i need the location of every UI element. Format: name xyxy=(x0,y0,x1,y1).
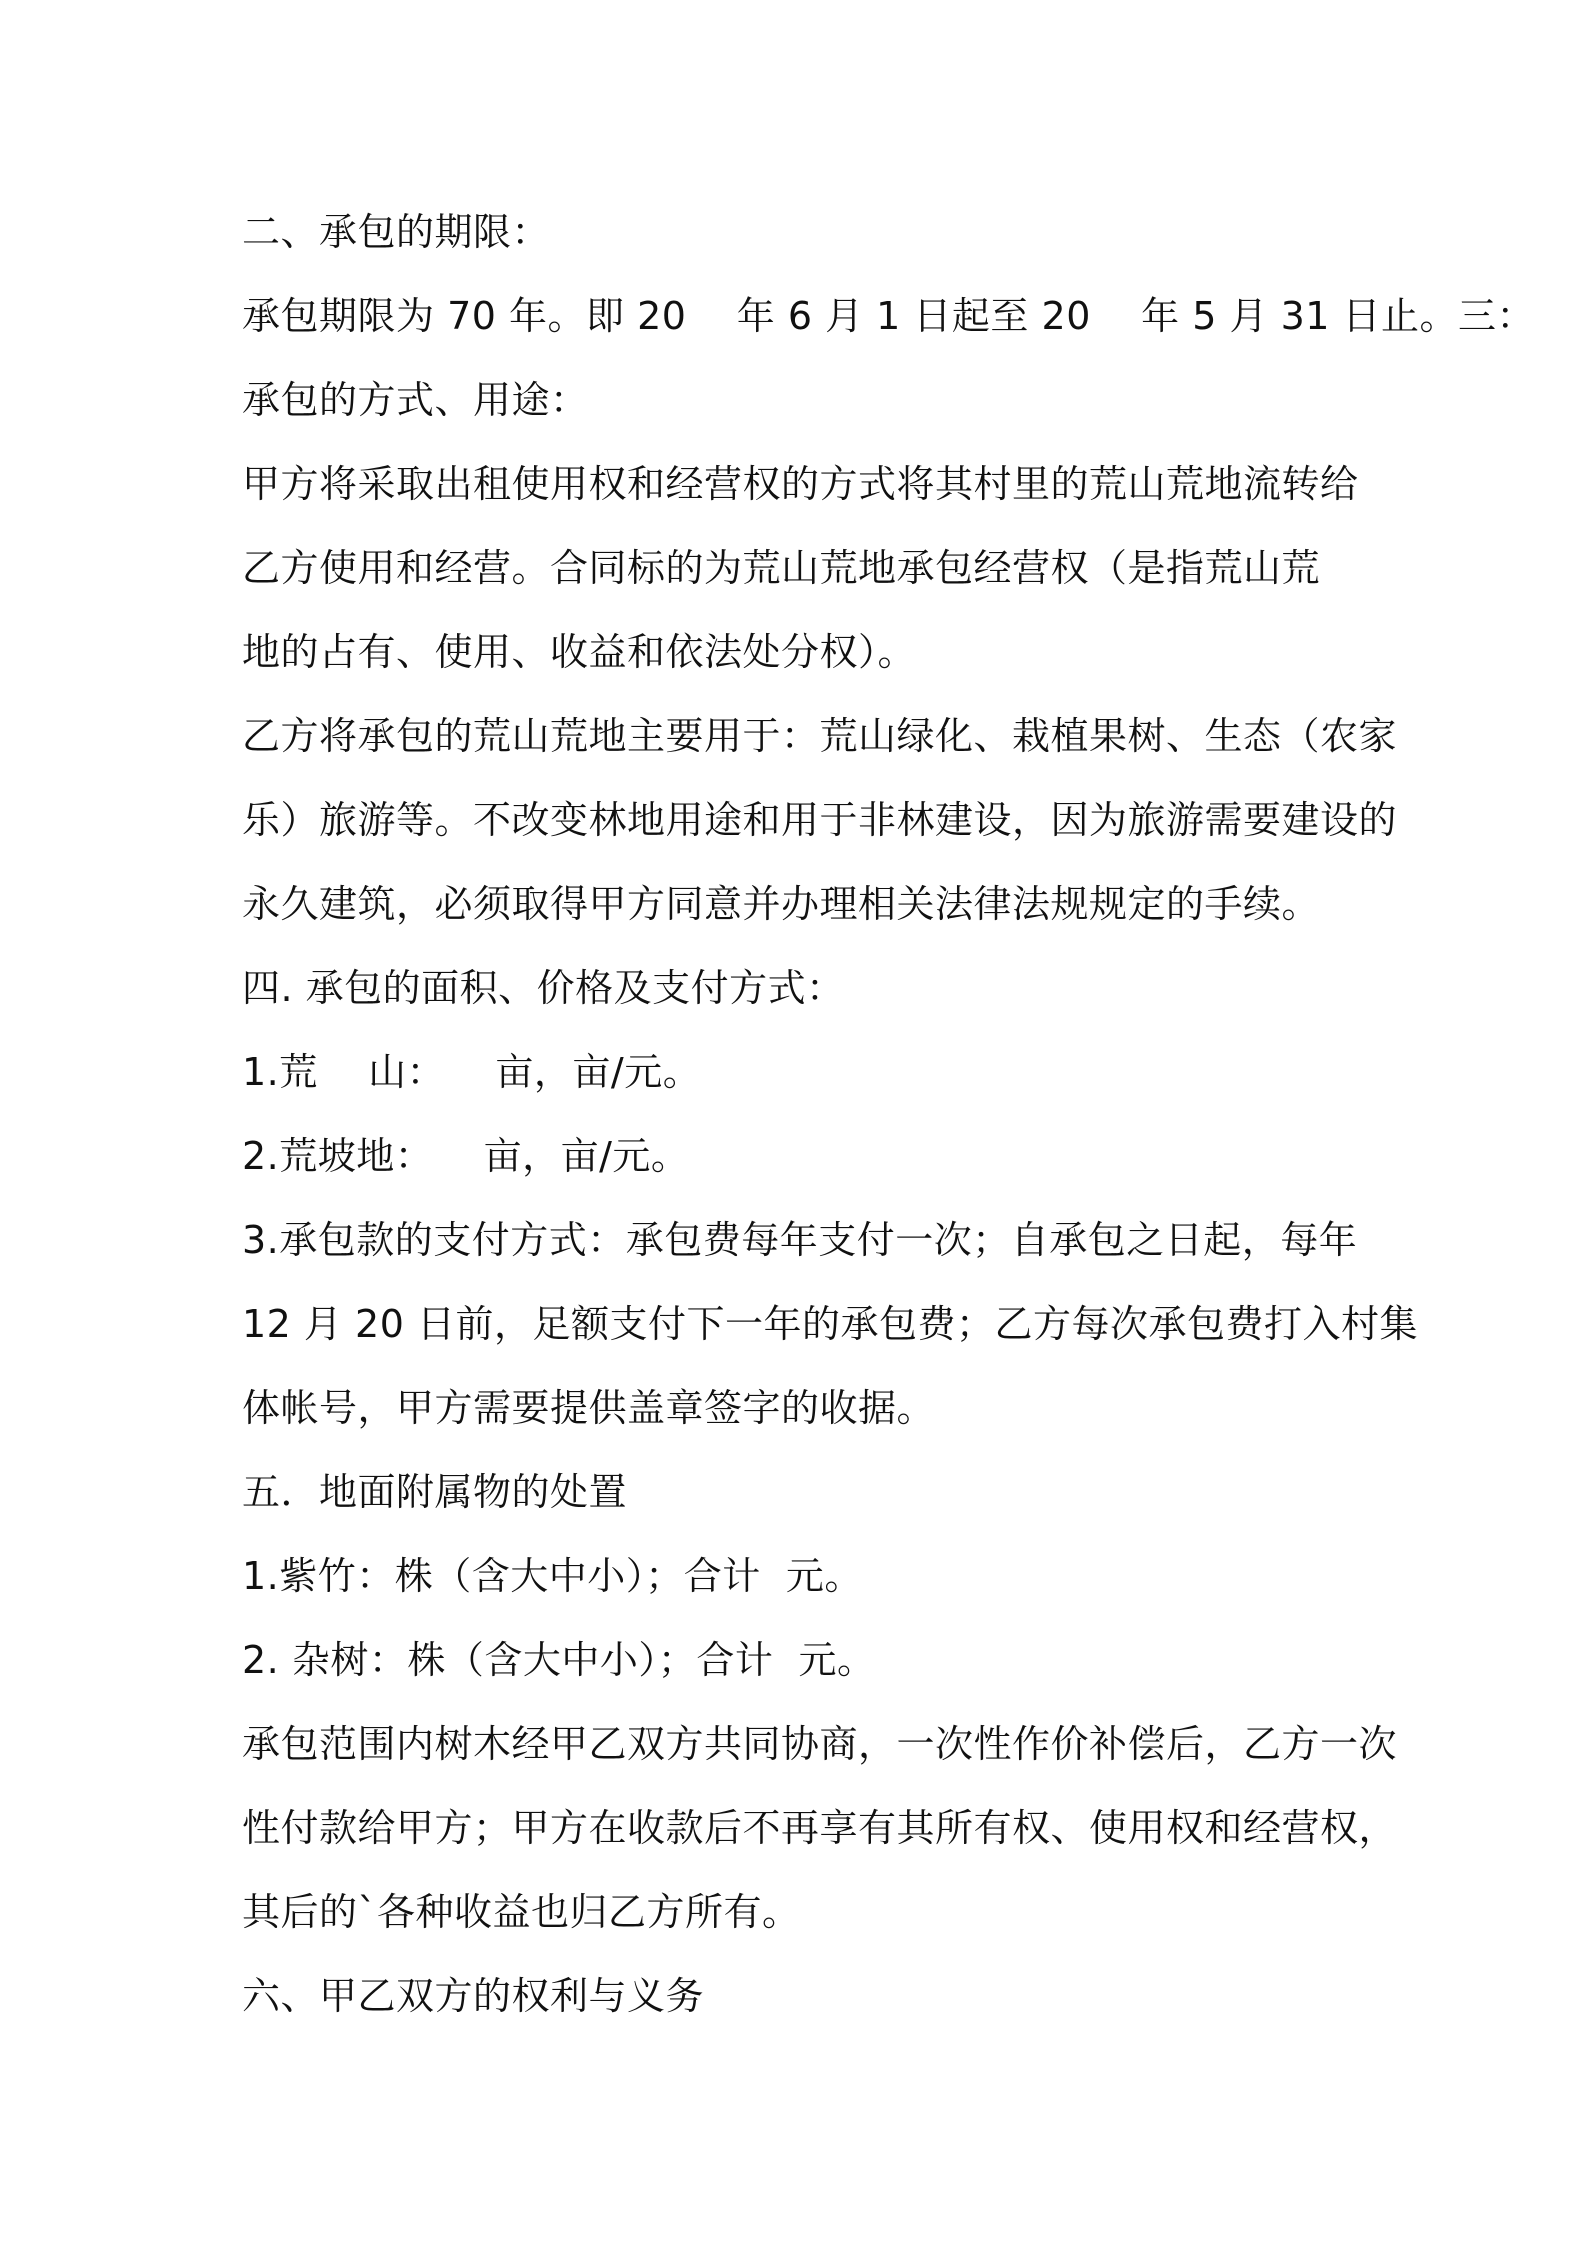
paragraph-line: 乙方使用和经营。合同标的为荒山荒地承包经营权（是指荒山荒 xyxy=(242,546,1321,590)
paragraph-line: 性付款给甲方；甲方在收款后不再享有其所有权、使用权和经营权， xyxy=(242,1806,1398,1850)
paragraph-line: 乐）旅游等。不改变林地用途和用于非林建设，因为旅游需要建设的 xyxy=(242,798,1398,842)
list-item: 2.荒坡地： 亩，亩/元。 xyxy=(242,1134,690,1178)
paragraph-line: 承包范围内树木经甲乙双方共同协商，一次性作价补偿后，乙方一次 xyxy=(242,1722,1398,1766)
section-heading-method: 承包的方式、用途： xyxy=(242,378,589,422)
paragraph-line: 其后的`各种收益也归乙方所有。 xyxy=(242,1890,801,1934)
paragraph-line: 体帐号，甲方需要提供盖章签字的收据。 xyxy=(242,1386,936,1430)
paragraph-line: 乙方将承包的荒山荒地主要用于：荒山绿化、栽植果树、生态（农家 xyxy=(242,714,1398,758)
section-heading-term: 二、承包的期限： xyxy=(242,210,551,254)
paragraph-line: 地的占有、使用、收益和依法处分权）。 xyxy=(242,630,917,674)
section-heading-attachments: 五．地面附属物的处置 xyxy=(242,1470,628,1514)
paragraph-line: 永久建筑，必须取得甲方同意并办理相关法律法规规定的手续。 xyxy=(242,882,1321,926)
paragraph-line: 甲方将采取出租使用权和经营权的方式将其村里的荒山荒地流转给 xyxy=(242,462,1359,506)
paragraph-line: 承包期限为 70 年。即 20 年 6 月 1 日起至 20 年 5 月 31 日止。三： xyxy=(242,294,1536,338)
section-heading-area-price: 四. 承包的面积、价格及支付方式： xyxy=(242,966,845,1010)
section-heading-rights: 六、甲乙双方的权利与义务 xyxy=(242,1974,705,2018)
document-body xyxy=(242,190,1536,2038)
list-item: 3.承包款的支付方式：承包费每年支付一次；自承包之日起，每年 xyxy=(242,1218,1358,1262)
list-item: 1.荒 山： 亩，亩/元。 xyxy=(242,1050,702,1094)
list-item: 1.紫竹：株（含大中小）；合计 元。 xyxy=(242,1554,863,1598)
paragraph-line: 12 月 20 日前，足额支付下一年的承包费；乙方每次承包费打入村集 xyxy=(242,1302,1418,1346)
list-item: 2. 杂树：株（含大中小）；合计 元。 xyxy=(242,1638,876,1682)
